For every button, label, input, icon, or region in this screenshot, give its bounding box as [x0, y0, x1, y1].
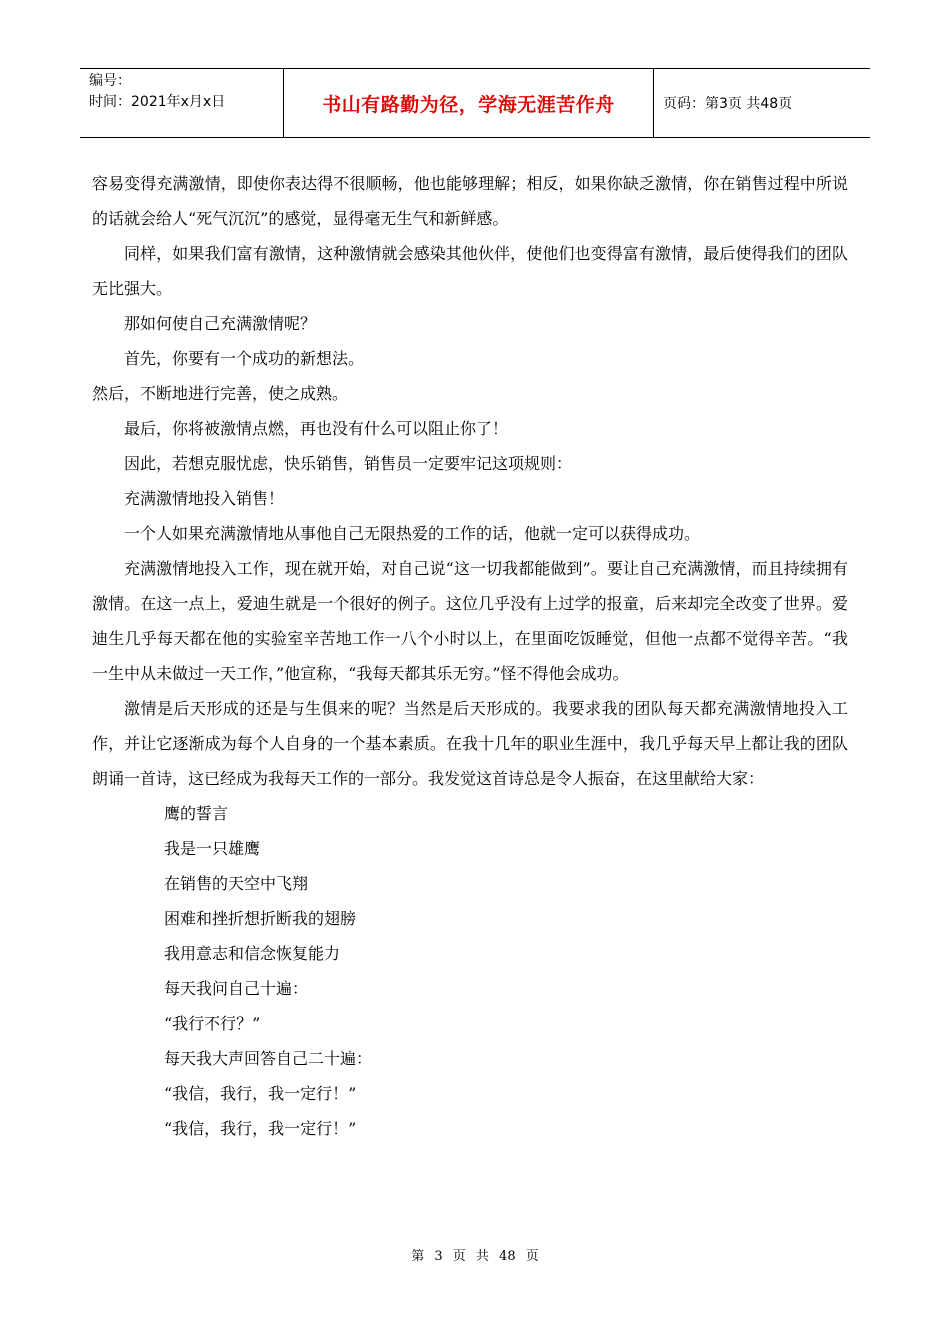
- paragraph: 首先，你要有一个成功的新想法。: [124, 349, 365, 368]
- header-page-cell: [654, 69, 870, 137]
- poem-line: 每天我问自己十遍：: [164, 979, 309, 998]
- paragraph: 充满激情地投入销售！: [124, 489, 285, 508]
- code-label: 编号：: [89, 73, 131, 89]
- document-body: [92, 166, 848, 1146]
- date-line: 时间：2021年x月x日: [89, 94, 226, 110]
- poem-line: “我信，我行，我一定行！”: [164, 1119, 357, 1138]
- poem-line: 困难和挫折想折断我的翅膀: [164, 909, 357, 928]
- paragraph: 同样，如果我们富有激情，这种激情就会感染其他伙伴，使他们也变得富有激情，最后使得我们的团队无比强大。: [92, 244, 848, 298]
- header-motto-cell: [284, 69, 654, 137]
- page-info: 页码：第3页 共48页: [663, 96, 793, 112]
- header-table: [80, 68, 870, 138]
- poem-line: “我行不行？”: [164, 1014, 261, 1033]
- poem-title: 鹰的誓言: [164, 804, 229, 823]
- paragraph: 因此，若想克服忧虑，快乐销售，销售员一定要牢记这项规则：: [124, 454, 573, 473]
- paragraph: 激情是后天形成的还是与生俱来的呢？当然是后天形成的。我要求我的团队每天都充满激情地投入工作，并让它逐渐成为每个人自身的一个基本素质。在我十几年的职业生涯中，我几乎每天早上都让我的团队朗诵一首诗，这已经成为我每天工作的一部分。我发觉这首诗总是令人振奋，在这里献给大家：: [92, 699, 848, 788]
- page-footer: [0, 1245, 950, 1264]
- paragraph: 一个人如果充满激情地从事他自己无限热爱的工作的话，他就一定可以获得成功。: [124, 524, 701, 543]
- paragraph: 容易变得充满激情，即使你表达得不很顺畅，他也能够理解；相反，如果你缺乏激情，你在销售过程中所说的话就会给人“死气沉沉”的感觉，显得毫无生气和新鲜感。: [92, 174, 848, 228]
- poem-line: 每天我大声回答自己二十遍：: [164, 1049, 373, 1068]
- paragraph: 最后，你将被激情点燃，再也没有什么可以阻止你了！: [124, 419, 509, 438]
- poem-line: 我是一只雄鹰: [164, 839, 261, 858]
- poem-line: 我用意志和信念恢复能力: [164, 944, 341, 963]
- paragraph: 那如何使自己充满激情呢？: [124, 314, 317, 333]
- poem-line: 在销售的天空中飞翔: [164, 874, 309, 893]
- paragraph: 然后，不断地进行完善，使之成熟。: [92, 384, 349, 403]
- motto: 书山有路勤为径，学海无涯苦作舟: [322, 93, 615, 116]
- footer-page-number: 第 3 页 共 48 页: [411, 1249, 539, 1264]
- paragraph: 充满激情地投入工作，现在就开始，对自己说“这一切我都能做到”。要让自己充满激情，而且持续拥有激情。在这一点上，爱迪生就是一个很好的例子。这位几乎没有上过学的报童，后来却完全改变了世界。爱迪生几乎每天都在他的实验室辛苦地工作一八个小时以上，在里面吃饭睡觉，但他一点都不觉得辛苦。“我一生中从未做过一天工作，”他宣称，“我每天都其乐无穷。”怪不得他会成功。: [92, 559, 848, 683]
- poem-line: “我信，我行，我一定行！”: [164, 1084, 357, 1103]
- header-left-cell: [80, 69, 284, 137]
